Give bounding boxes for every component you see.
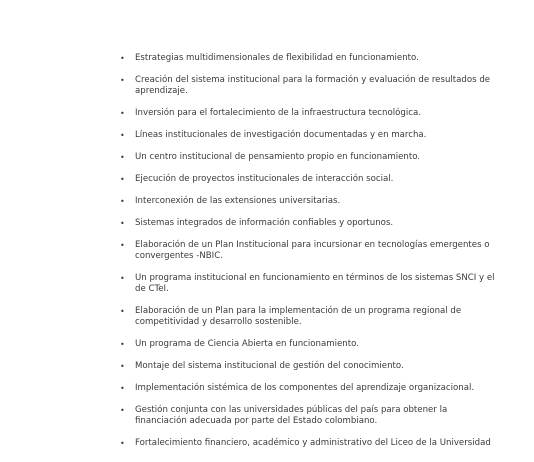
list-item <box>120 405 500 427</box>
list-item <box>120 438 500 449</box>
list-item-text: Un programa institucional en funcionamiento en términos de los sistemas SNCI y el de CTeI. <box>135 273 495 294</box>
list-item-text: Implementación sistémica de los componentes del aprendizaje organizacional. <box>135 383 475 393</box>
list-item-text: Elaboración de un Plan para la implementación de un programa regional de competitividad y desarrollo sostenible. <box>135 306 462 327</box>
list-item <box>120 339 500 350</box>
list-item <box>120 130 500 141</box>
list-item-text: Líneas institucionales de investigación documentadas y en marcha. <box>135 130 427 140</box>
list-item-text: Creación del sistema institucional para la formación y evaluación de resultados de aprendizaje. <box>135 75 491 96</box>
bullet-icon: • <box>120 76 125 85</box>
bullet-icon: • <box>120 384 125 393</box>
list-item <box>120 240 500 262</box>
list-item <box>120 108 500 119</box>
bullet-list <box>120 53 500 460</box>
bullet-icon: • <box>120 54 125 63</box>
list-item-text: Gestión conjunta con las universidades públicas del país para obtener la financiación adecuada por parte del Estado colombiano. <box>135 405 448 426</box>
bullet-icon: • <box>120 175 125 184</box>
list-item-text: Ejecución de proyectos institucionales de interacción social. <box>135 174 394 184</box>
bullet-icon: • <box>120 406 125 415</box>
bullet-icon: • <box>120 219 125 228</box>
list-item <box>120 306 500 328</box>
bullet-icon: • <box>120 439 125 448</box>
list-item-text: Fortalecimiento financiero, académico y administrativo del Liceo de la Universidad <box>135 438 491 448</box>
list-item <box>120 273 500 295</box>
list-item <box>120 75 500 97</box>
list-item-text: Inversión para el fortalecimiento de la infraestructura tecnológica. <box>135 108 421 118</box>
list-item-text: Sistemas integrados de información confiables y oportunos. <box>135 218 394 228</box>
list-item-text: Elaboración de un Plan Institucional para incursionar en tecnologías emergentes o convergentes -NBIC. <box>135 240 490 261</box>
list-item-text: Un programa de Ciencia Abierta en funcionamiento. <box>135 339 359 349</box>
bullet-icon: • <box>120 197 125 206</box>
list-item <box>120 53 500 64</box>
bullet-icon: • <box>120 274 125 283</box>
list-item-text: Montaje del sistema institucional de gestión del conocimiento. <box>135 361 404 371</box>
list-item <box>120 174 500 185</box>
list-item <box>120 152 500 163</box>
list-item <box>120 383 500 394</box>
bullet-icon: • <box>120 307 125 316</box>
bullet-icon: • <box>120 340 125 349</box>
bullet-icon: • <box>120 362 125 371</box>
list-item-text: Estrategias multidimensionales de flexibilidad en funcionamiento. <box>135 53 419 63</box>
bullet-icon: • <box>120 241 125 250</box>
list-item <box>120 196 500 207</box>
list-item <box>120 361 500 372</box>
list-item <box>120 218 500 229</box>
bullet-icon: • <box>120 131 125 140</box>
list-item-text: Un centro institucional de pensamiento propio en funcionamiento. <box>135 152 421 162</box>
bullet-icon: • <box>120 153 125 162</box>
bullet-icon: • <box>120 109 125 118</box>
list-item-text: Interconexión de las extensiones universitarias. <box>135 196 341 206</box>
